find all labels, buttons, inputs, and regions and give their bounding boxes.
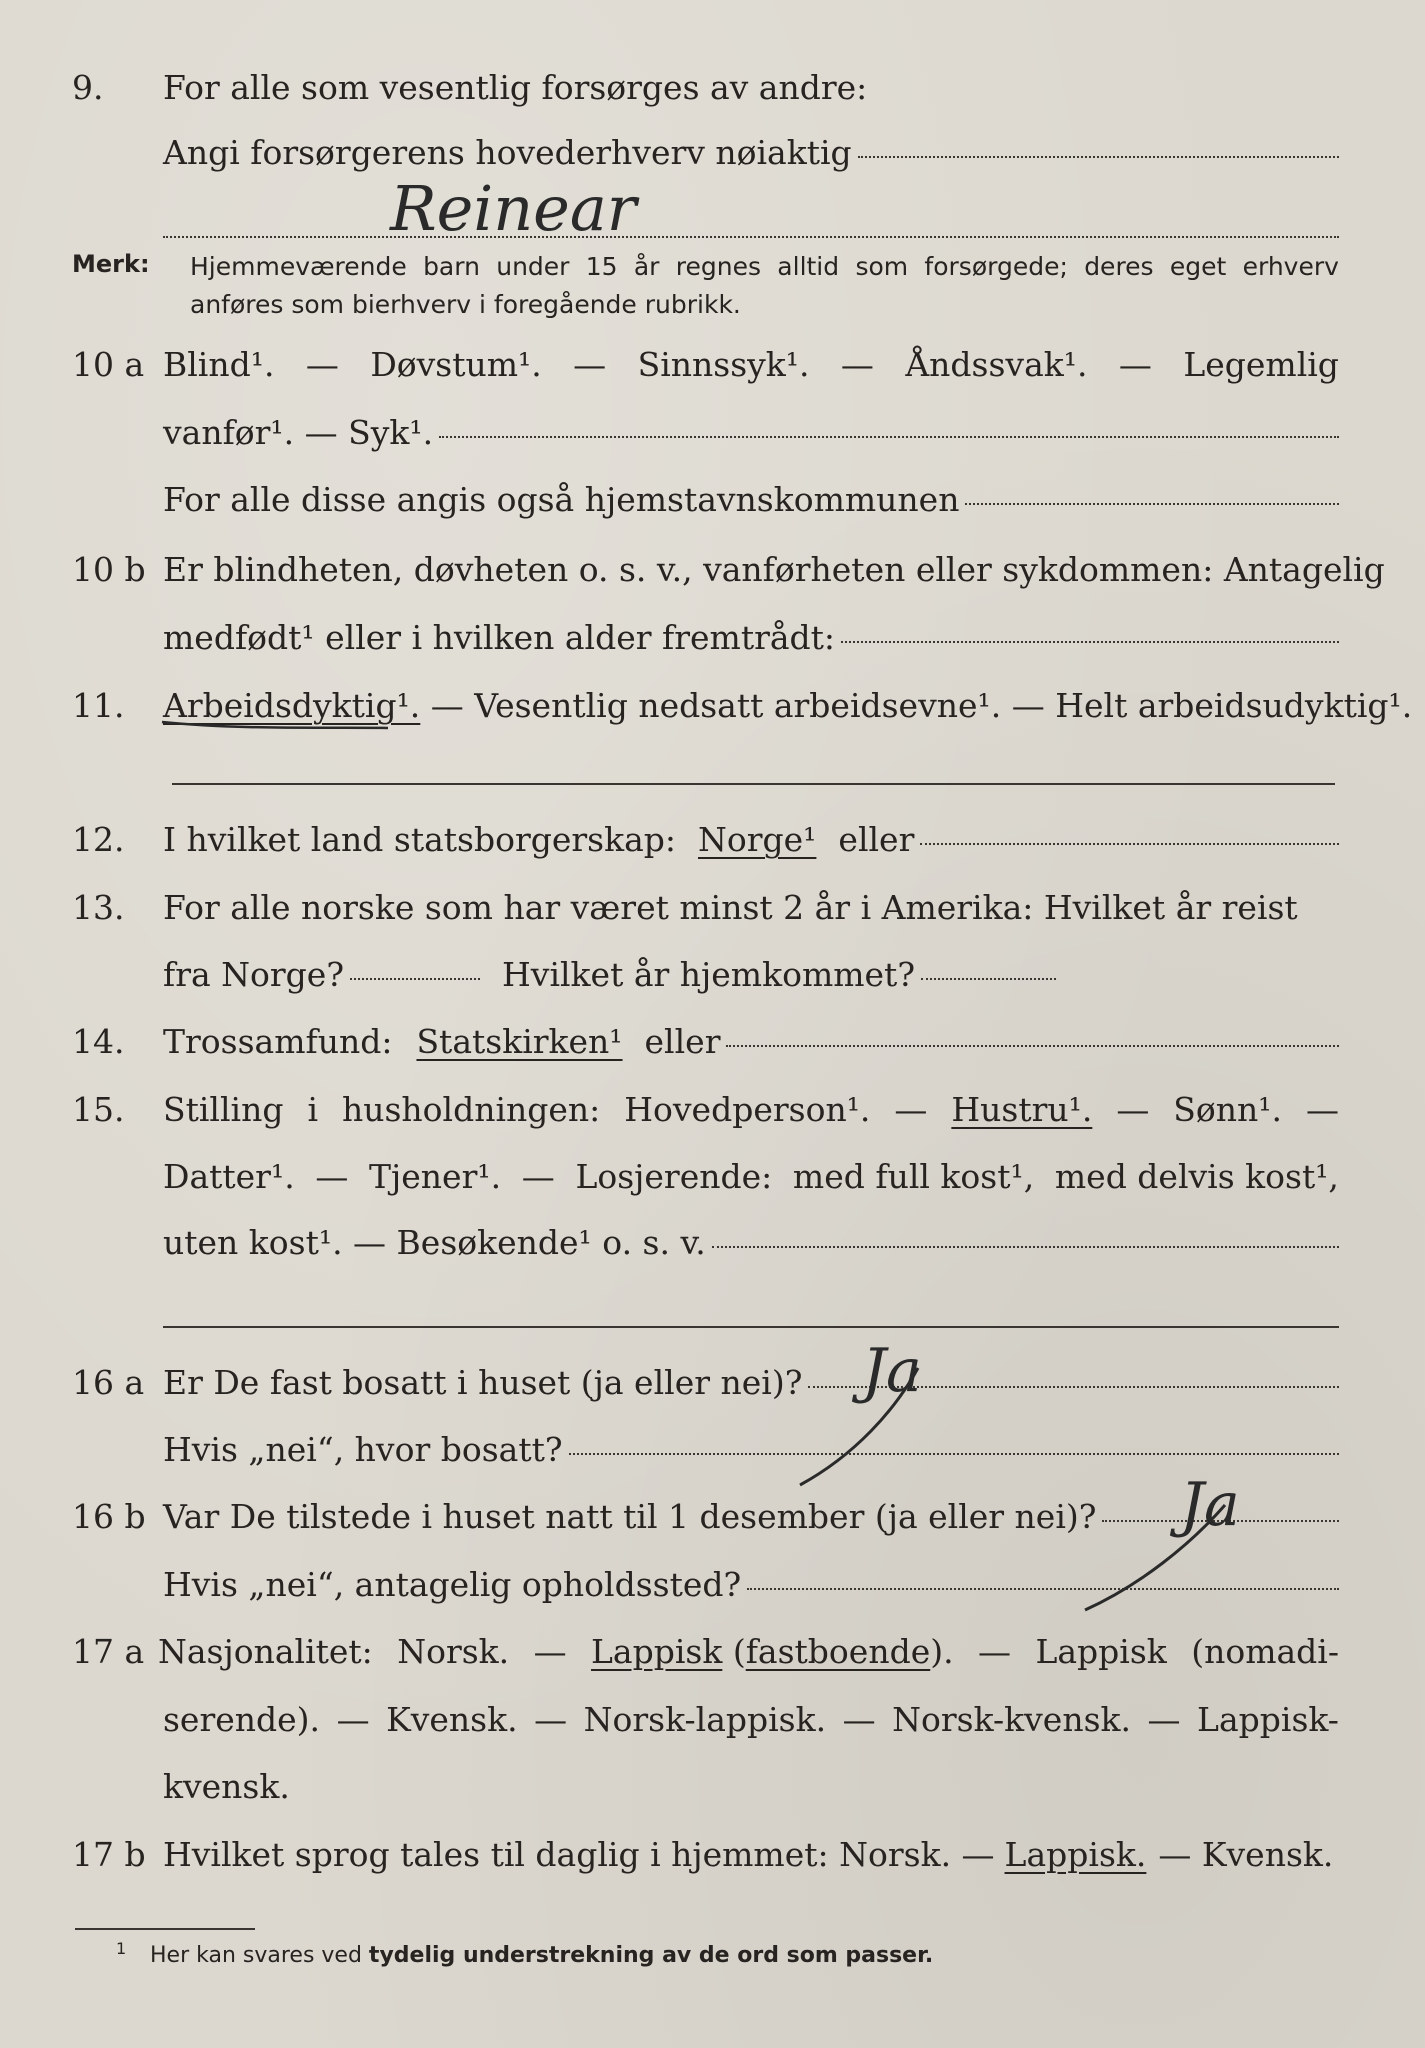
question-14-line: Trossamfund: Statskirken¹ eller — [163, 1022, 1339, 1061]
option-arbeidsdyktig-selected[interactable]: Arbeidsdyktig¹. — [163, 686, 421, 725]
option-norge-selected[interactable]: Norge¹ — [698, 820, 817, 859]
question-10a-line-3: For alle disse angis også hjemstavnskommunen — [163, 480, 1339, 519]
option-arbeidsudyktig[interactable]: Helt arbeidsudyktig¹. — [1055, 686, 1413, 725]
question-11-line-1: Arbeidsdyktig¹. — Vesentlig nedsatt arbeidsevne¹. — Helt arbeidsudyktig¹. — [163, 686, 1413, 725]
note-line-2: anføres som bierhverv i foregående rubrikk. — [190, 290, 741, 319]
option-lappisk-language-selected[interactable]: Lappisk. — [1004, 1835, 1147, 1874]
question-10b-line-1: Er blindheten, døvheten o. s. v., vanførheten eller sykdommen: Antagelig — [163, 550, 1385, 589]
pen-stroke — [162, 722, 388, 728]
question-14-number: 14. — [72, 1022, 125, 1061]
note-line-1: Hjemmeværende barn under 15 år regnes alltid som forsørgede; deres eget erhverv — [190, 252, 1339, 281]
question-9-text-2: Angi forsørgerens hovederhverv nøiaktig — [163, 133, 852, 172]
question-10b-line-2: medfødt¹ eller i hvilken alder fremtrådt: — [163, 618, 1339, 657]
option-hustru-selected[interactable]: Hustru¹. — [951, 1090, 1093, 1129]
question-16b-number: 16 b — [72, 1497, 146, 1536]
question-17a-line-3: kvensk. — [163, 1767, 290, 1806]
question-12-line: I hvilket land statsborgerskap: Norge¹ eller — [163, 820, 1339, 859]
question-16a-line-2: Hvis „nei“, hvor bosatt? — [163, 1430, 1339, 1469]
question-13-line-2: fra Norge? Hvilket år hjemkommet? — [163, 955, 1339, 994]
footnote-rule — [75, 1928, 255, 1930]
question-16b-handwritten-answer: Ja — [1180, 1470, 1240, 1540]
question-10a-line-2: vanfør¹. — Syk¹. — [163, 413, 1339, 452]
question-16b-line-2: Hvis „nei“, antagelig opholdssted? — [163, 1565, 1339, 1604]
question-9-number: 9. — [72, 68, 104, 107]
question-15-line-3: uten kost¹. — Besøkende¹ o. s. v. — [163, 1223, 1339, 1262]
question-17a-number: 17 a — [72, 1632, 145, 1671]
footnote: 1 Her kan svares ved tydelig understrekning av de ord som passer. — [116, 1939, 934, 1968]
question-10b-number: 10 b — [72, 550, 146, 589]
question-17a-line-1: Nasjonalitet: Norsk. — Lappisk (fastboende). — Lappisk (nomadi- — [158, 1632, 1339, 1671]
question-9-handwritten-answer: Reinear — [390, 172, 637, 245]
question-17b-number: 17 b — [72, 1835, 146, 1874]
question-10a-number: 10 a — [72, 345, 145, 384]
question-15-line-2: Datter¹. — Tjener¹. — Losjerende: med full kost¹, med delvis kost¹, — [163, 1157, 1339, 1196]
question-10a-line-1: Blind¹. — Døvstum¹. — Sinnssyk¹. — Åndssvak¹. — Legemlig — [163, 345, 1339, 384]
option-lappisk-fastboende-selected[interactable]: Lappisk (fastboende). — [591, 1632, 954, 1671]
question-12-number: 12. — [72, 820, 125, 859]
pen-stroke — [1085, 1505, 1225, 1610]
pen-stroke — [800, 1368, 918, 1485]
footnote-mark: 1 — [116, 1939, 127, 1958]
question-13-number: 13. — [72, 888, 125, 927]
question-16a-handwritten-answer: Ja — [862, 1336, 922, 1406]
question-13-line-1: For alle norske som har været minst 2 år i Amerika: Hvilket år reist — [163, 888, 1298, 927]
note-label: Merk: — [72, 250, 150, 278]
question-17b-line: Hvilket sprog tales til daglig i hjemmet: Norsk. — Lappisk. — Kvensk. — [163, 1835, 1334, 1874]
question-16b-line-1: Var De tilstede i huset natt til 1 desember (ja eller nei)? — [163, 1497, 1339, 1536]
question-17a-line-2: serende). — Kvensk. — Norsk-lappisk. — Norsk-kvensk. — Lappisk- — [163, 1700, 1339, 1739]
question-16a-number: 16 a — [72, 1363, 145, 1402]
question-11-number: 11. — [72, 686, 125, 725]
question-16a-line-1: Er De fast bosatt i huset (ja eller nei)? — [163, 1363, 1339, 1402]
option-nedsatt-arbeidsevne[interactable]: Vesentlig nedsatt arbeidsevne¹. — [474, 686, 1002, 725]
question-15-number: 15. — [72, 1090, 125, 1129]
option-statskirken-selected[interactable]: Statskirken¹ — [416, 1022, 623, 1061]
question-9-text-1: For alle som vesentlig forsørges av andre: — [163, 68, 868, 107]
question-15-line-1: Stilling i husholdningen: Hovedperson¹. — Hustru¹. — Sønn¹. — — [163, 1090, 1339, 1129]
